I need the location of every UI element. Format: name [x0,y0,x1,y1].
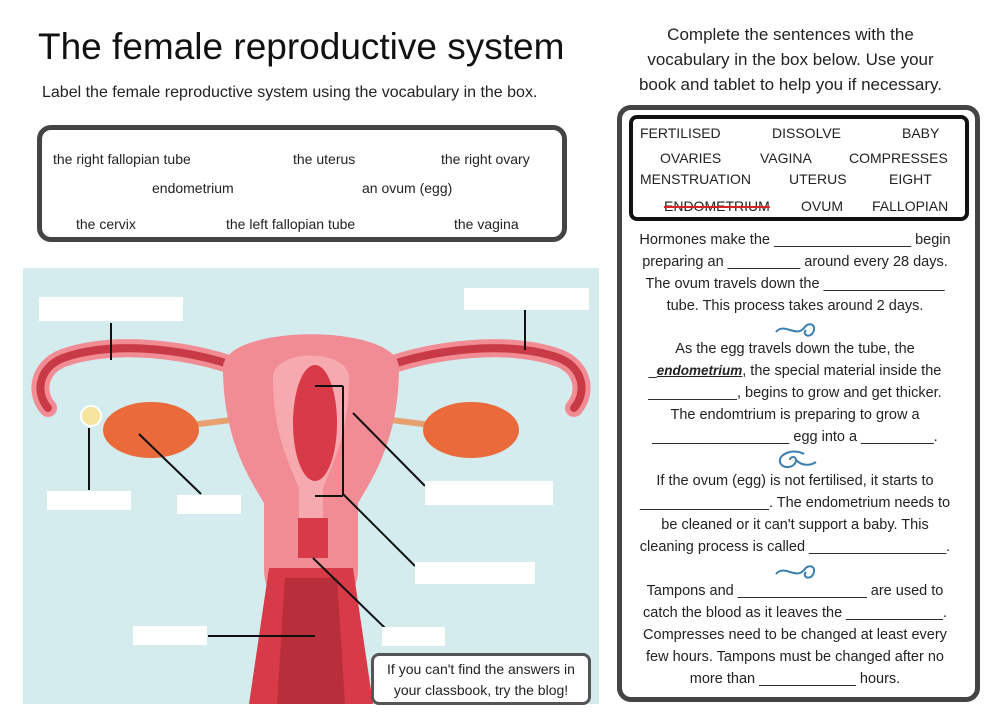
paragraph-1-line: The ovum travels down the _______________ [645,276,945,292]
paragraph-1-line: preparing an _________ around every 28 days. [642,254,948,270]
instructions-line-1: Complete the sentences with the [667,25,914,44]
label-box-left-fallopian-tube[interactable] [464,288,589,310]
label-box-cervix[interactable] [382,627,445,646]
paragraph-4-line: few hours. Tampons must be changed after no [646,649,944,665]
ovum [81,406,101,426]
vocab-right-ovary: the right ovary [441,151,530,167]
paragraph-2-line: The endomtrium is preparing to grow a [670,407,920,423]
swirl-divider-icon [774,448,818,472]
word-dissolve: DISSOLVE [772,125,841,141]
endometrium [293,365,337,481]
word-uterus: UTERUS [789,171,847,187]
blog-note-line-1: If you can't find the answers in [387,661,575,677]
instructions-line-2: vocabulary in the box below. Use your [647,50,934,69]
paragraph-1-line: tube. This process takes around 2 days. [666,298,924,314]
label-box-vagina[interactable] [133,626,207,645]
reproductive-system-diagram [23,268,599,704]
word-endometrium-used: ENDOMETRIUM [664,198,770,214]
left-ovary [103,402,199,458]
label-box-ovum[interactable] [47,491,131,510]
word-menstruation: MENSTRUATION [640,171,751,187]
paragraph-1 [622,229,968,317]
instructions-line-3: book and tablet to help you if necessary. [638,75,943,94]
label-box-right-ovary[interactable] [177,495,241,514]
word-baby: BABY [902,125,940,141]
right-ovary [423,402,519,458]
page-subtitle: Label the female reproductive system using the vocabulary in the box. [42,84,538,101]
word-compresses: COMPRESSES [849,150,948,166]
paragraph-3 [622,470,968,558]
paragraph-2-line: As the egg travels down the tube, the [675,341,915,357]
page-title: The female reproductive system [38,26,565,67]
paragraph-2-line: ___________, begins to grow and get thicker. [648,385,942,401]
paragraph-3-line: ________________. The endometrium needs to [639,495,951,511]
vocab-ovum: an ovum (egg) [362,180,453,196]
vocab-vagina: the vagina [454,216,519,232]
vocab-endometrium: endometrium [152,180,234,196]
filled-answer-endometrium[interactable]: endometrium [656,363,743,378]
paragraph-3-line: If the ovum (egg) is not fertilised, it starts to [656,473,934,489]
blog-note-line-2: your classbook, try the blog! [393,682,569,698]
label-box-endometrium[interactable] [415,562,535,584]
paragraph-1-line: Hormones make the _________________ begin [639,232,951,248]
paragraph-4-line: more than ____________ hours. [689,671,901,687]
vocab-uterus: the uterus [293,151,356,167]
vocab-right-fallopian-tube: the right fallopian tube [53,151,191,167]
paragraph-3-line: be cleaned or it can't support a baby. This [661,517,929,533]
paragraph-2-text: , the special material inside the [742,363,942,379]
word-fertilised: FERTILISED [640,125,721,141]
label-box-right-fallopian-tube[interactable] [39,297,183,321]
word-ovaries: OVARIES [660,150,722,166]
paragraph-4-line: Tampons and ________________ are used to [646,583,944,599]
paragraph-4 [622,580,968,690]
vocabulary-box [37,125,567,242]
blog-note [371,653,591,705]
paragraph-2 [622,338,968,448]
word-eight: EIGHT [889,171,932,187]
word-fallopian: FALLOPIAN [872,198,949,214]
paragraph-4-line: catch the blood as it leaves the ____________. [643,605,947,621]
label-box-uterus[interactable] [425,481,553,505]
word-bank [629,115,969,221]
word-vagina: VAGINA [760,150,812,166]
vocab-left-fallopian-tube: the left fallopian tube [226,216,356,232]
paragraph-4-line: Compresses need to be changed at least every [643,627,947,643]
paragraph-3-line: cleaning process is called _________________. [639,539,951,555]
cervix [298,518,328,558]
paragraph-2-line: _________________ egg into a _________. [652,429,938,445]
instructions [618,22,963,97]
vocab-cervix: the cervix [76,216,136,232]
paragraph-2-line: _endometrium, the special material inside the [648,363,942,379]
word-ovum: OVUM [801,198,843,214]
